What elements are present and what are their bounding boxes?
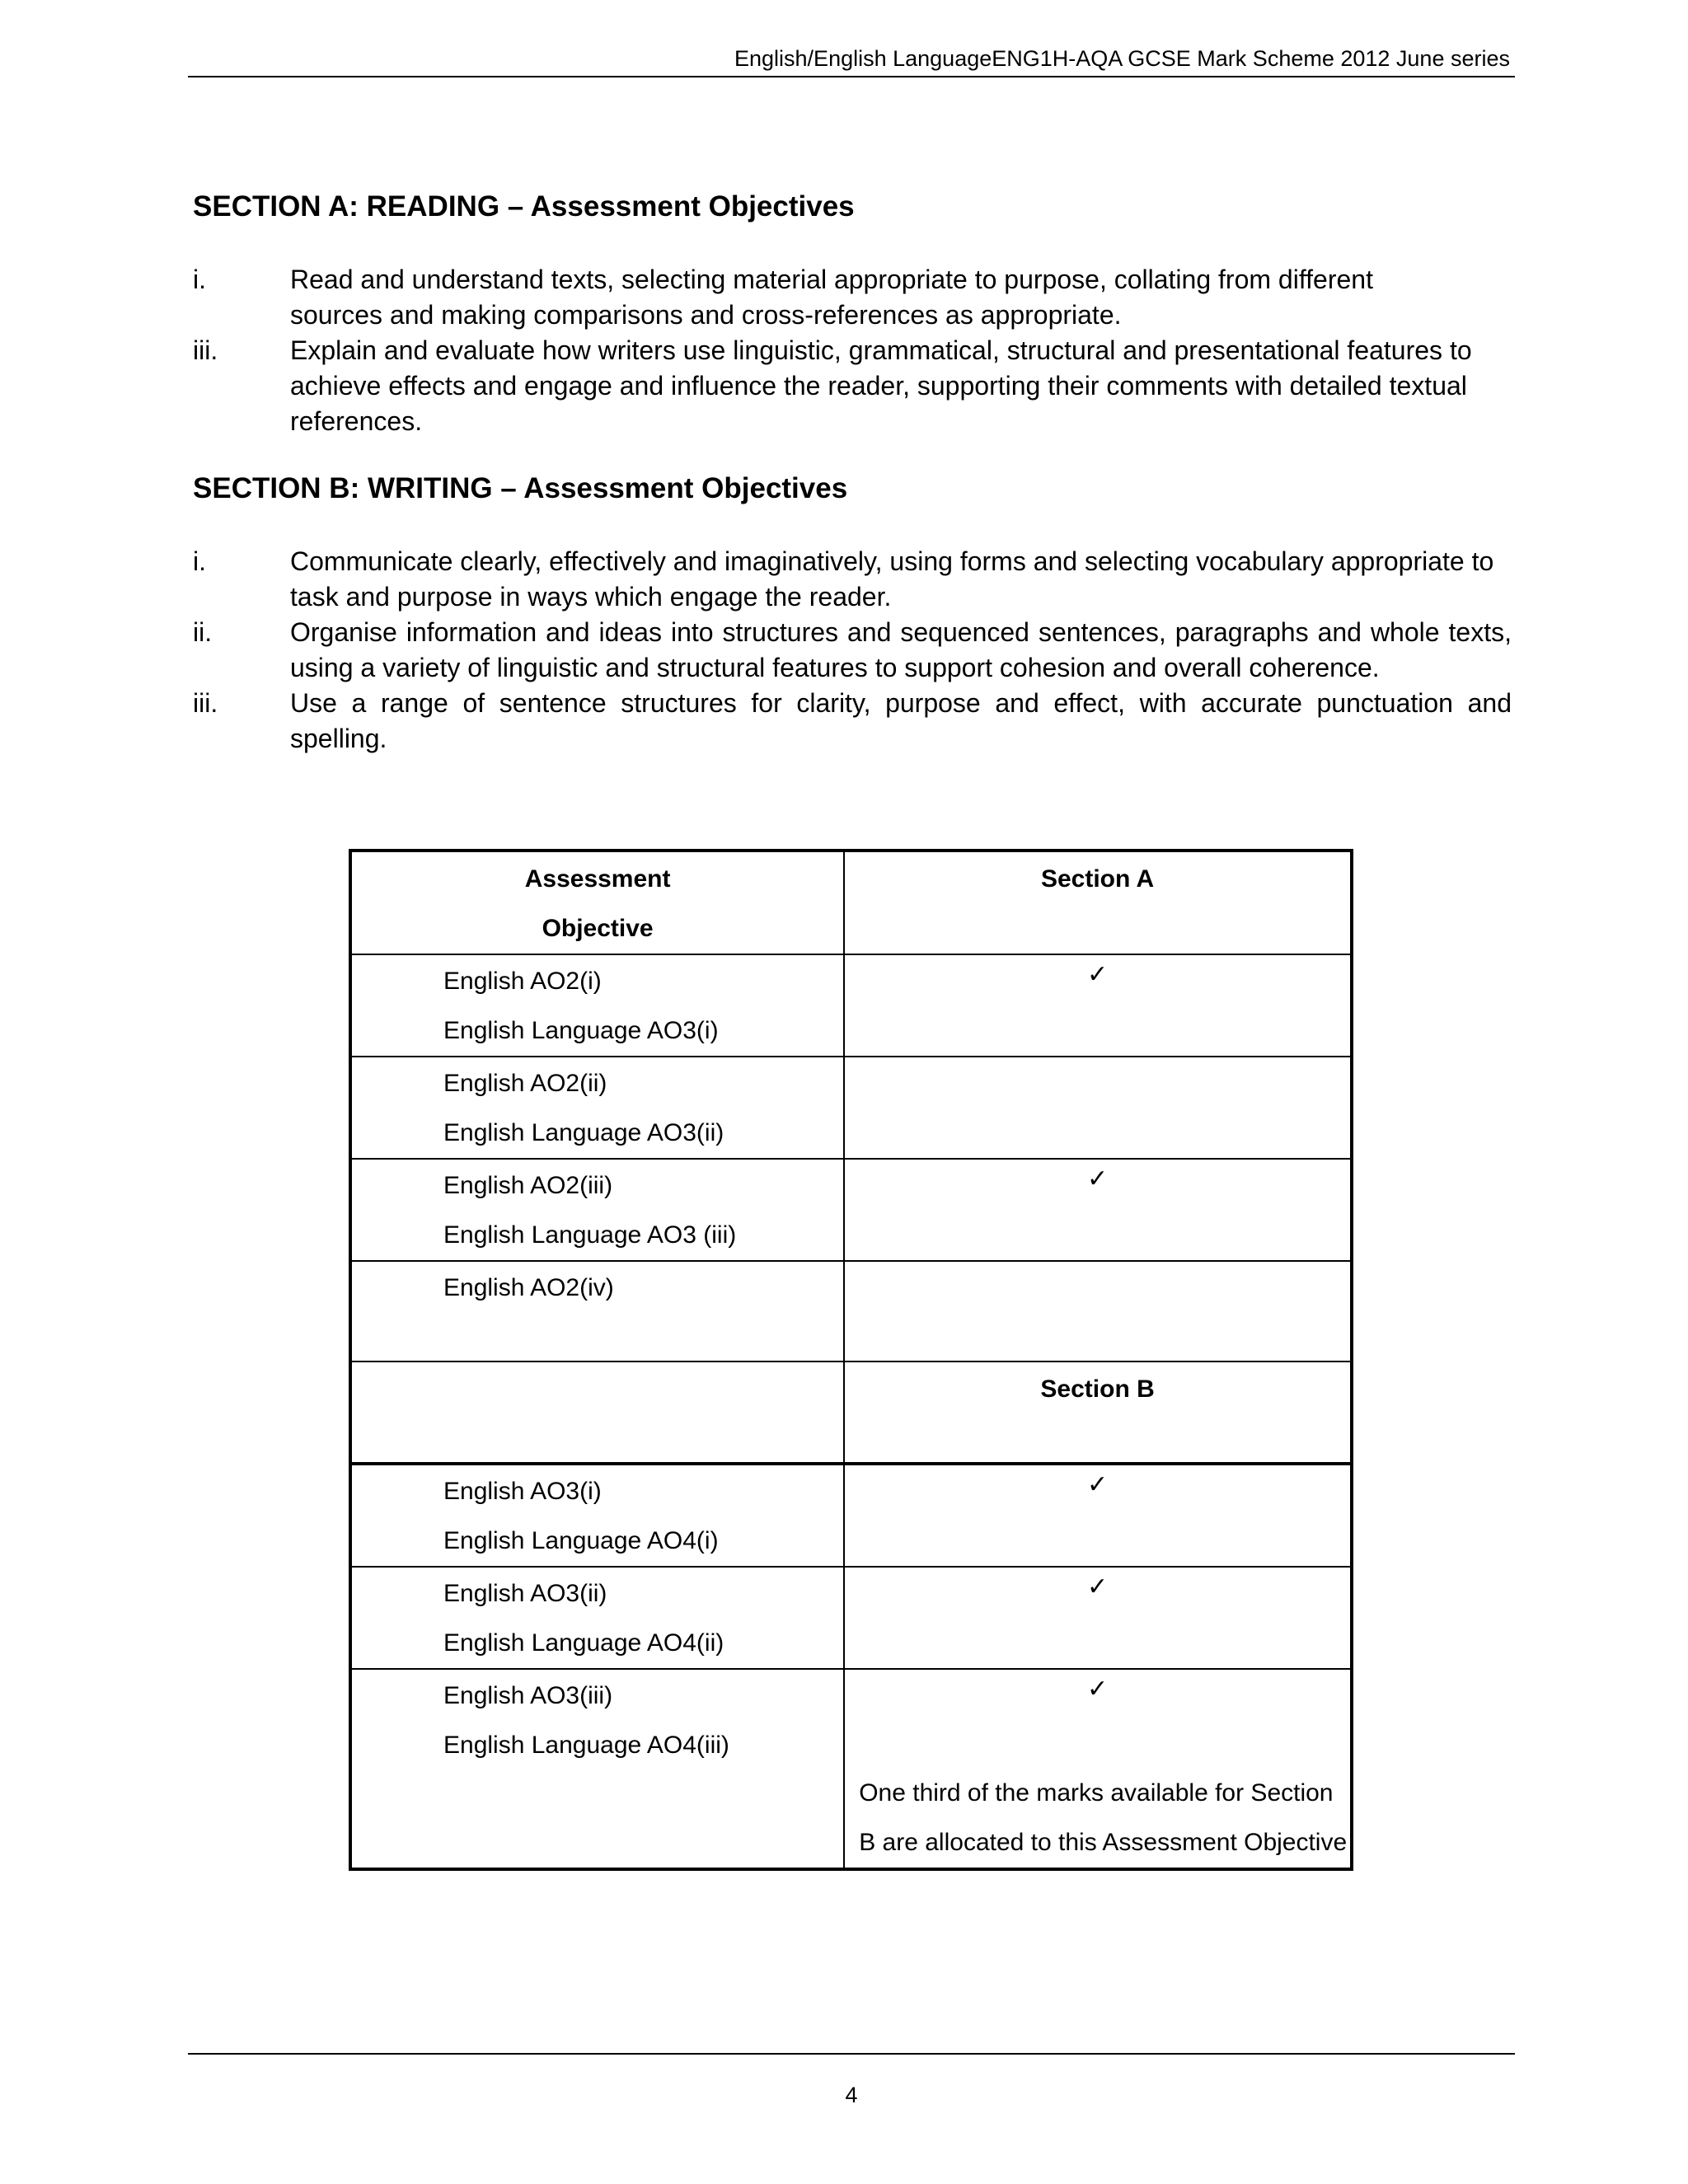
objective-text: Communicate clearly, effectively and imaginatively, using forms and selecting vocabulary appropriate to task and purpose in ways which engage the reader.	[290, 546, 1494, 612]
check-icon: ✓	[1087, 960, 1109, 989]
footer-rule	[188, 2053, 1515, 2055]
empty-cell	[844, 1057, 1352, 1159]
table-row	[350, 1261, 1352, 1361]
section-b-objective	[193, 686, 1512, 757]
objective-number: iii.	[193, 335, 218, 365]
objective-column-header	[350, 851, 844, 954]
page-number: 4	[845, 2083, 858, 2107]
section-a-heading: SECTION A: READING – Assessment Objectives	[193, 190, 855, 223]
running-header: English/English LanguageENG1H-AQA GCSE Mark Scheme 2012 June series	[734, 46, 1510, 71]
table-row	[350, 1057, 1352, 1159]
objective-text: Read and understand texts, selecting material appropriate to purpose, collating from different sources and making comparisons and cross-references as appropriate.	[290, 265, 1373, 330]
objective-line: English AO2(ii)	[443, 1070, 607, 1097]
header-line: Assessment	[524, 865, 671, 893]
objective-number: ii.	[193, 617, 213, 647]
table-row	[350, 1464, 1352, 1567]
check-icon: ✓	[1087, 1470, 1109, 1499]
objective-line: English AO2(iii)	[443, 1172, 613, 1199]
objective-line: English Language AO4(i)	[443, 1527, 719, 1554]
tick-cell	[844, 1159, 1352, 1261]
objective-line: English Language AO3(i)	[443, 1017, 719, 1044]
section-b-column-header	[844, 1361, 1352, 1464]
check-icon: ✓	[1087, 1165, 1109, 1193]
objective-cell	[350, 1567, 844, 1669]
assessment-objective-table	[349, 849, 1353, 1871]
objective-text: Explain and evaluate how writers use linguistic, grammatical, structural and presentational features to achieve effects and engage and influence the reader, supporting their comments with detailed textual references.	[290, 335, 1472, 436]
empty-cell	[844, 1261, 1352, 1361]
objective-cell	[350, 1261, 844, 1361]
objective-line: English AO2(i)	[443, 968, 602, 995]
objective-text: Use a range of sentence structures for clarity, purpose and effect, with accurate punctuation and spelling.	[290, 688, 1512, 753]
check-icon: ✓	[1087, 1675, 1109, 1704]
section-a-objectives	[193, 262, 1512, 439]
section-a-objective	[193, 262, 1512, 333]
table-row	[350, 954, 1352, 1057]
tick-cell	[844, 1464, 1352, 1567]
header-line: Section B	[1040, 1376, 1155, 1403]
objective-cell	[350, 1464, 844, 1567]
section-b-heading: SECTION B: WRITING – Assessment Objectives	[193, 472, 848, 504]
objective-cell	[350, 1057, 844, 1159]
tick-note-cell	[844, 1669, 1352, 1869]
objective-cell	[350, 1159, 844, 1261]
section-b-header-row	[350, 1361, 1352, 1464]
objective-number: iii.	[193, 688, 218, 718]
section-a-objective	[193, 333, 1512, 439]
objective-line: English AO3(iii)	[443, 1682, 613, 1709]
objective-line: English Language AO3(ii)	[443, 1119, 724, 1146]
tick-cell	[844, 954, 1352, 1057]
objective-line: English AO3(i)	[443, 1478, 602, 1505]
table-row	[350, 1669, 1352, 1869]
objective-number: i.	[193, 265, 206, 294]
objective-line: English Language AO3 (iii)	[443, 1221, 737, 1249]
objective-cell	[350, 954, 844, 1057]
objective-text: Organise information and ideas into structures and sequenced sentences, paragraphs and whole texts, using a variety of linguistic and structural features to support cohesion and overall coherence.	[290, 617, 1512, 682]
empty-header-cell	[350, 1361, 844, 1464]
objective-line: English AO3(ii)	[443, 1580, 607, 1607]
section-b-objective	[193, 544, 1512, 615]
table-row	[350, 1159, 1352, 1261]
header-line: Section A	[1040, 865, 1155, 893]
section-b-objective	[193, 615, 1512, 686]
objective-line: English AO2(iv)	[443, 1274, 614, 1301]
header-line: Objective	[542, 915, 654, 942]
section-a-column-header	[844, 851, 1352, 954]
tick-cell	[844, 1567, 1352, 1669]
objective-line: English Language AO4(iii)	[443, 1732, 729, 1759]
table-header-row	[350, 851, 1352, 954]
objective-cell	[350, 1669, 844, 1869]
allocation-note: One third of the marks available for Section B are allocated to this Assessment Objective	[859, 1779, 1348, 1856]
objective-line: English Language AO4(ii)	[443, 1629, 724, 1657]
header-rule	[188, 76, 1515, 77]
table-row	[350, 1567, 1352, 1669]
section-b-objectives	[193, 544, 1512, 757]
objective-number: i.	[193, 546, 206, 576]
check-icon: ✓	[1087, 1572, 1109, 1601]
